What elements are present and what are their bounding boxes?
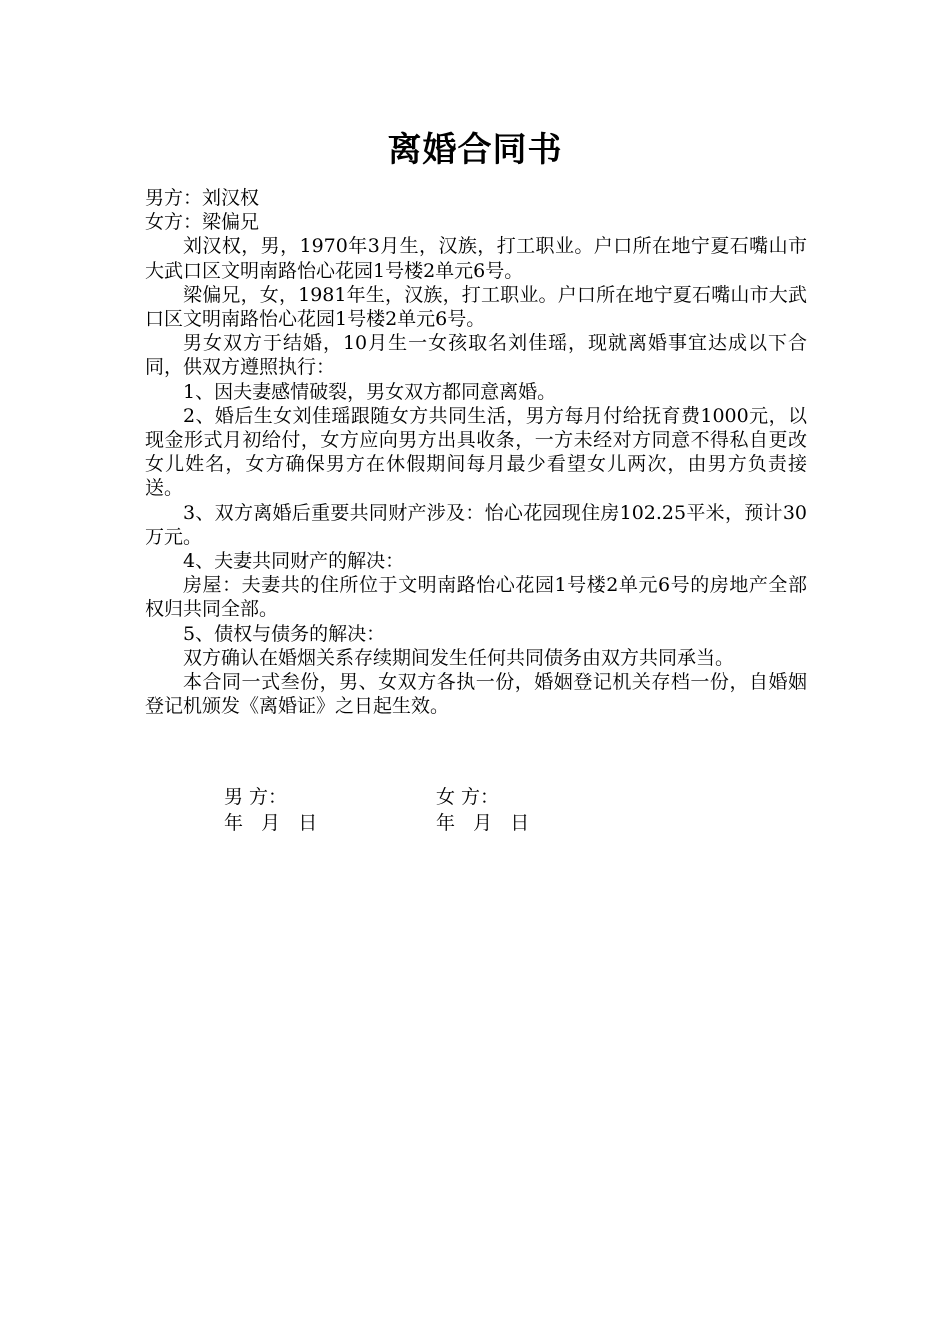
wife-signature-label: 女 方： <box>436 786 500 808</box>
signature-block <box>224 784 824 836</box>
wife-signature-date: 年 月 日 <box>436 812 530 834</box>
signature-label-row <box>224 784 824 810</box>
document-title: 离婚合同书 <box>387 130 563 170</box>
paragraph-copies: 本合同一式叁份，男、女双方各执一份，婚姻登记机关存档一份，自婚姻登记机颁发《离婚证》之日起生效。 <box>145 671 807 718</box>
clause-2: 2、婚后生女刘佳瑶跟随女方共同生活，男方每月付给抚育费1000元，以现金形式月初给付，女方应向男方出具收条，一方未经对方同意不得私自更改女儿姓名，女方确保男方在休假期间每月最少看望女儿两次，由男方负责接送。 <box>145 404 807 500</box>
clause-5-debts: 双方确认在婚烟关系存续期间发生任何共同债务由双方共同承当。 <box>183 646 735 669</box>
signature-date-row <box>224 810 824 836</box>
paragraph-intro: 男女双方于结婚，10月生一女孩取名刘佳瑶，现就离婚事宜达成以下合同，供双方遵照执行： <box>145 332 807 379</box>
clause-5: 5、债权与债务的解决： <box>183 622 386 645</box>
wife-line: 女方：梁偏兄 <box>145 211 260 234</box>
husband-line: 男方：刘汉权 <box>145 187 260 209</box>
paragraph-wife-info: 梁偏兄，女，1981年生，汉族，打工职业。户口所在地宁夏石嘴山市大武口区文明南路怡心花园1号楼2单元6号。 <box>145 283 807 331</box>
husband-signature-date: 年 月 日 <box>224 812 318 834</box>
husband-signature-label: 男 方： <box>224 786 288 808</box>
clause-4-house: 房屋：夫妻共的住所位于文明南路怡心花园1号楼2单元6号的房地产全部权归共同全部。 <box>145 574 807 621</box>
document-body <box>145 186 807 718</box>
clause-4: 4、夫妻共同财产的解决： <box>183 550 405 573</box>
paragraph-husband-info: 刘汉权，男，1970年3月生，汉族，打工职业。户口所在地宁夏石嘴山市大武口区文明南路怡心花园1号楼2单元6号。 <box>145 235 807 282</box>
clause-1: 1、因夫妻感情破裂，男女双方都同意离婚。 <box>183 380 557 403</box>
clause-3: 3、双方离婚后重要共同财产涉及：怡心花园现住房102.25平米，预计30万元。 <box>145 501 807 548</box>
